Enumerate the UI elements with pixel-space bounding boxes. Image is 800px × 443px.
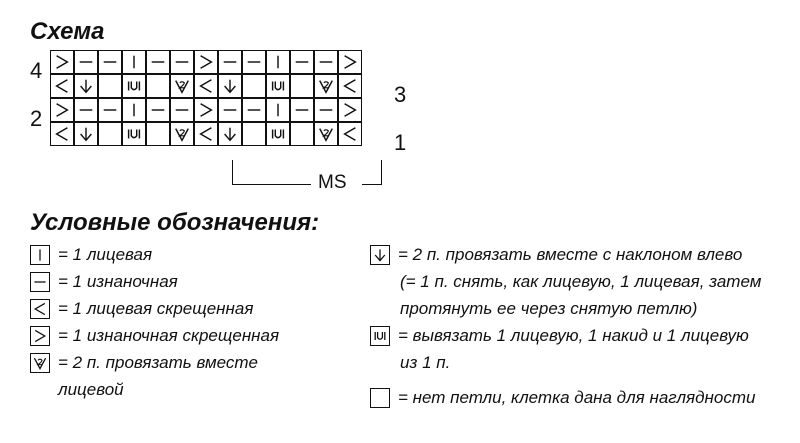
chart-cell-r1-c3 bbox=[98, 50, 122, 74]
chart-cell-r4-c4 bbox=[122, 122, 146, 146]
chart-cell-r3-c12 bbox=[314, 98, 338, 122]
chart-cell-r2-c12 bbox=[314, 74, 338, 98]
chart-cell-r3-c2 bbox=[74, 98, 98, 122]
no-stitch-icon bbox=[370, 388, 390, 408]
legend-text-6-line-1: = 2 п. провязать вместе с наклоном влево bbox=[398, 245, 743, 264]
legend-text-7-line-2: из 1 п. bbox=[400, 353, 451, 372]
chart-cell-r4-c3 bbox=[98, 122, 122, 146]
legend-text-3-line-1: = 1 лицевая скрещенная bbox=[58, 299, 254, 318]
chart-cell-r2-c1 bbox=[50, 74, 74, 98]
chart-cell-r4-c2 bbox=[74, 122, 98, 146]
ssk-left-icon bbox=[370, 245, 390, 265]
chart-cell-r3-c9 bbox=[242, 98, 266, 122]
legend-title: Условные обозначения: bbox=[30, 209, 320, 236]
chart-cell-r2-c7 bbox=[194, 74, 218, 98]
chart-cell-r2-c3 bbox=[98, 74, 122, 98]
purl-stitch-icon bbox=[30, 272, 50, 292]
chart-cell-r1-c4 bbox=[122, 50, 146, 74]
legend-text-6-line-3: протянуть ее через снятую петлю) bbox=[400, 299, 698, 318]
chart-cell-r3-c6 bbox=[170, 98, 194, 122]
chart-cell-r3-c10 bbox=[266, 98, 290, 122]
row-number-1: 1 bbox=[394, 130, 407, 155]
legend-text-1-line-1: = 1 лицевая bbox=[58, 245, 153, 264]
legend-text-5-line-1: = 2 п. провязать вместе bbox=[58, 353, 258, 372]
chart-cell-r2-c9 bbox=[242, 74, 266, 98]
chart-cell-r3-c4 bbox=[122, 98, 146, 122]
chart-cell-r2-c5 bbox=[146, 74, 170, 98]
legend-text-8-line-1: = нет петли, клетка дана для наглядности bbox=[398, 388, 756, 407]
k1-yo-k1-icon bbox=[370, 326, 390, 346]
legend-text-6-line-2: (= 1 п. снять, как лицевую, 1 лицевая, затем bbox=[400, 272, 762, 291]
chart-cell-r2-c4 bbox=[122, 74, 146, 98]
knit-twisted-icon bbox=[30, 299, 50, 319]
chart-cell-r1-c12 bbox=[314, 50, 338, 74]
chart-cell-r3-c3 bbox=[98, 98, 122, 122]
knit-stitch-icon bbox=[30, 245, 50, 265]
row-number-4: 4 bbox=[30, 58, 43, 83]
legend-text-4-line-1: = 1 изнаночная скрещенная bbox=[58, 326, 280, 345]
row-number-3: 3 bbox=[394, 82, 407, 107]
chart-cell-r1-c10 bbox=[266, 50, 290, 74]
chart-cell-r1-c1 bbox=[50, 50, 74, 74]
chart-cell-r2-c8 bbox=[218, 74, 242, 98]
chart-cell-r4-c5 bbox=[146, 122, 170, 146]
chart-cell-r2-c2 bbox=[74, 74, 98, 98]
chart-cell-r1-c7 bbox=[194, 50, 218, 74]
chart-cell-r3-c7 bbox=[194, 98, 218, 122]
chart-cell-r4-c1 bbox=[50, 122, 74, 146]
chart-cell-r4-c7 bbox=[194, 122, 218, 146]
chart-title: Схема bbox=[30, 18, 105, 45]
legend-text-2-line-1: = 1 изнаночная bbox=[58, 272, 178, 291]
chart-cell-r2-c13 bbox=[338, 74, 362, 98]
chart-cell-r4-c13 bbox=[338, 122, 362, 146]
legend-text-5-line-2: лицевой bbox=[58, 380, 124, 399]
chart-cell-r2-c11 bbox=[290, 74, 314, 98]
chart-cell-r2-c10 bbox=[266, 74, 290, 98]
chart-cell-r4-c11 bbox=[290, 122, 314, 146]
chart-cell-r3-c5 bbox=[146, 98, 170, 122]
chart-cell-r1-c9 bbox=[242, 50, 266, 74]
repeat-bracket bbox=[233, 160, 383, 186]
legend-text-7-line-1: = вывязать 1 лицевую, 1 накид и 1 лицевую bbox=[398, 326, 749, 345]
chart-cell-r1-c13 bbox=[338, 50, 362, 74]
chart-cell-r1-c11 bbox=[290, 50, 314, 74]
repeat-label: MS bbox=[318, 172, 347, 193]
k2tog-icon bbox=[30, 353, 50, 373]
chart-cell-r1-c5 bbox=[146, 50, 170, 74]
chart-cell-r4-c8 bbox=[218, 122, 242, 146]
chart-cell-r1-c6 bbox=[170, 50, 194, 74]
chart-cell-r1-c2 bbox=[74, 50, 98, 74]
chart-cell-r3-c13 bbox=[338, 98, 362, 122]
chart-cell-r2-c6 bbox=[170, 74, 194, 98]
chart-cell-r4-c12 bbox=[314, 122, 338, 146]
chart-cell-r4-c6 bbox=[170, 122, 194, 146]
purl-twisted-icon bbox=[30, 326, 50, 346]
chart-cell-r3-c8 bbox=[218, 98, 242, 122]
chart-cell-r3-c11 bbox=[290, 98, 314, 122]
row-number-2: 2 bbox=[30, 106, 43, 131]
chart-cell-r1-c8 bbox=[218, 50, 242, 74]
chart-cell-r4-c9 bbox=[242, 122, 266, 146]
chart-cell-r3-c1 bbox=[50, 98, 74, 122]
chart-cell-r4-c10 bbox=[266, 122, 290, 146]
